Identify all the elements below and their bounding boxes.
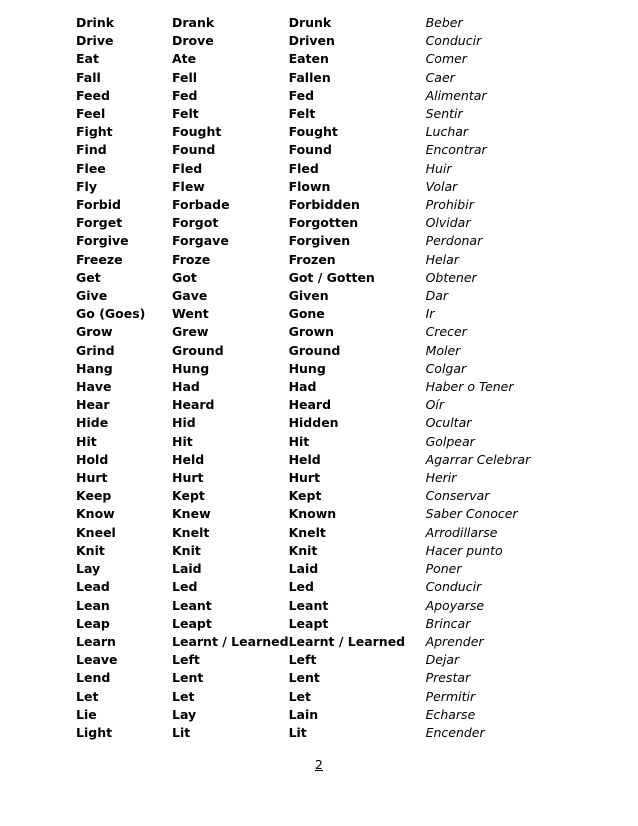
verb-spanish-translation: Oír xyxy=(425,397,445,413)
verb-spanish-translation: Saber Conocer xyxy=(425,506,518,522)
verb-base-form: Leave xyxy=(76,652,118,668)
verb-base-form: Find xyxy=(76,142,107,158)
verb-base-form: Grow xyxy=(76,324,113,340)
verb-past-simple: Had xyxy=(172,379,200,395)
verb-base-form: Hide xyxy=(76,415,109,431)
verb-base-form: Knit xyxy=(76,542,105,558)
verb-row xyxy=(76,615,556,633)
verb-spanish-translation: Hacer punto xyxy=(425,542,503,558)
verb-past-simple: Drank xyxy=(172,15,215,30)
page-number: 2 xyxy=(315,757,323,772)
verb-past-participle: Fought xyxy=(288,124,338,140)
verb-past-participle: Found xyxy=(288,142,332,158)
verb-past-participle: Fallen xyxy=(288,69,331,85)
verb-spanish-translation: Huir xyxy=(425,160,452,176)
verb-past-participle: Frozen xyxy=(288,251,336,267)
verb-spanish-translation: Luchar xyxy=(425,124,469,140)
verb-spanish-translation: Arrodillarse xyxy=(425,524,498,540)
verb-past-participle: Forbidden xyxy=(288,197,360,213)
verb-past-participle: Fed xyxy=(288,87,315,103)
verb-row xyxy=(76,651,556,669)
verb-past-participle: Hung xyxy=(288,360,326,376)
verb-base-form: Fly xyxy=(76,178,97,194)
verb-row xyxy=(76,524,556,542)
verb-base-form: Know xyxy=(76,506,115,522)
verb-past-simple: Knelt xyxy=(172,524,210,540)
verb-past-participle: Leapt xyxy=(288,615,329,631)
verb-base-form: Grind xyxy=(76,342,115,358)
verb-past-participle: Eaten xyxy=(288,51,329,67)
verb-row xyxy=(76,14,556,32)
verb-spanish-translation: Prohibir xyxy=(425,197,474,213)
verb-spanish-translation: Obtener xyxy=(425,269,477,285)
verb-spanish-translation: Encender xyxy=(425,724,485,740)
verb-base-form: Hold xyxy=(76,451,109,467)
verb-row xyxy=(76,251,556,269)
verb-spanish-translation: Permitir xyxy=(425,688,476,704)
verb-past-participle: Forgotten xyxy=(288,215,359,231)
verb-base-form: Go (Goes) xyxy=(76,306,146,322)
verb-past-participle: Hit xyxy=(288,433,310,449)
verb-row xyxy=(76,669,556,687)
verb-row xyxy=(76,396,556,414)
verb-spanish-translation: Encontrar xyxy=(425,142,487,158)
verb-past-simple: Flew xyxy=(172,178,205,194)
verb-past-participle: Forgiven xyxy=(288,233,351,249)
verb-past-simple: Hid xyxy=(172,415,196,431)
verb-row xyxy=(76,487,556,505)
verb-base-form: Lean xyxy=(76,597,110,613)
verb-past-simple: Laid xyxy=(172,561,202,577)
verb-past-simple: Forgave xyxy=(172,233,229,249)
verb-row xyxy=(76,505,556,523)
verb-spanish-translation: Poner xyxy=(425,561,462,577)
verb-past-simple: Went xyxy=(172,306,209,322)
verb-past-participle: Laid xyxy=(288,561,319,577)
verb-spanish-translation: Conducir xyxy=(425,579,482,595)
verb-spanish-translation: Volar xyxy=(425,178,458,194)
verb-base-form: Lie xyxy=(76,706,97,722)
verb-row xyxy=(76,469,556,487)
verb-past-simple: Grew xyxy=(172,324,209,340)
verb-past-simple: Leant xyxy=(172,597,212,613)
verb-row xyxy=(76,105,556,123)
verb-rows xyxy=(76,14,556,742)
verb-past-simple: Fell xyxy=(172,69,198,85)
verb-past-simple: Forbade xyxy=(172,197,230,213)
verb-past-participle: Given xyxy=(288,288,329,304)
verb-row xyxy=(76,578,556,596)
verb-past-participle: Heard xyxy=(288,397,332,413)
verb-past-simple: Hurt xyxy=(172,470,204,486)
verb-row xyxy=(76,305,556,323)
verb-spanish-translation: Moler xyxy=(425,342,461,358)
verb-spanish-translation: Perdonar xyxy=(425,233,483,249)
verb-spanish-translation: Caer xyxy=(425,69,455,85)
verb-past-participle: Drunk xyxy=(288,15,332,30)
verb-past-participle: Led xyxy=(288,579,314,595)
verb-base-form: Get xyxy=(76,269,101,285)
verb-row xyxy=(76,342,556,360)
verb-base-form: Give xyxy=(76,288,108,304)
verb-base-form: Hit xyxy=(76,433,97,449)
verb-row xyxy=(76,214,556,232)
verb-spanish-translation: Ocultar xyxy=(425,415,472,431)
verb-row xyxy=(76,269,556,287)
verb-row xyxy=(76,597,556,615)
verb-base-form: Eat xyxy=(76,51,99,67)
verb-spanish-translation: Dar xyxy=(425,288,448,304)
verb-row xyxy=(76,232,556,250)
verb-past-participle: Felt xyxy=(288,106,316,122)
verb-past-simple: Fed xyxy=(172,87,198,103)
verb-base-form: Lay xyxy=(76,561,101,577)
verb-row xyxy=(76,433,556,451)
verb-base-form: Forgive xyxy=(76,233,129,249)
verb-base-form: Freeze xyxy=(76,251,123,267)
verb-spanish-translation: Agarrar Celebrar xyxy=(425,451,531,467)
verb-row xyxy=(76,323,556,341)
verb-past-simple: Hit xyxy=(172,433,193,449)
verb-row xyxy=(76,542,556,560)
verb-base-form: Flee xyxy=(76,160,106,176)
verb-spanish-translation: Echarse xyxy=(425,706,476,722)
verb-spanish-translation: Comer xyxy=(425,51,467,67)
verb-base-form: Hear xyxy=(76,397,110,413)
verb-spanish-translation: Conservar xyxy=(425,488,490,504)
verb-spanish-translation: Olvidar xyxy=(425,215,471,231)
verb-past-simple: Kept xyxy=(172,488,205,504)
verb-past-participle: Flown xyxy=(288,178,331,194)
verb-past-simple: Hung xyxy=(172,360,210,376)
verb-row xyxy=(76,287,556,305)
verb-past-participle: Lain xyxy=(288,706,319,722)
verb-past-simple: Knit xyxy=(172,542,201,558)
verb-past-participle: Held xyxy=(288,451,321,467)
verb-past-simple: Felt xyxy=(172,106,199,122)
verb-spanish-translation: Colgar xyxy=(425,360,467,376)
verb-base-form: Feel xyxy=(76,106,106,122)
verb-past-simple: Let xyxy=(172,688,195,704)
verb-row xyxy=(76,160,556,178)
verb-past-participle: Known xyxy=(288,506,337,522)
verb-past-simple: Held xyxy=(172,451,205,467)
verb-row xyxy=(76,123,556,141)
verb-past-participle: Learnt / Learned xyxy=(288,633,406,649)
verb-base-form: Let xyxy=(76,688,99,704)
verb-past-participle: Left xyxy=(288,652,317,668)
verb-past-participle: Kept xyxy=(288,488,322,504)
verb-spanish-translation: Helar xyxy=(425,251,459,267)
verb-past-simple: Lay xyxy=(172,706,197,722)
verb-base-form: Forbid xyxy=(76,197,121,213)
verb-base-form: Have xyxy=(76,379,112,395)
verb-past-participle: Hurt xyxy=(288,470,321,486)
verb-base-form: Leap xyxy=(76,615,110,631)
verb-row xyxy=(76,178,556,196)
verb-row xyxy=(76,633,556,651)
verb-past-participle: Let xyxy=(288,688,311,704)
verb-base-form: Fight xyxy=(76,124,113,140)
verb-past-simple: Fled xyxy=(172,160,203,176)
verb-base-form: Lend xyxy=(76,670,111,686)
verb-base-form: Lead xyxy=(76,579,110,595)
verb-past-simple: Drove xyxy=(172,33,214,49)
verb-past-participle: Gone xyxy=(288,306,325,322)
verb-past-simple: Froze xyxy=(172,251,211,267)
verb-spanish-translation: Dejar xyxy=(425,652,460,668)
verb-past-simple: Heard xyxy=(172,397,215,413)
verb-past-simple: Lit xyxy=(172,724,191,740)
verb-base-form: Hang xyxy=(76,360,113,376)
verb-row xyxy=(76,360,556,378)
verb-row xyxy=(76,196,556,214)
verb-base-form: Forget xyxy=(76,215,123,231)
verb-past-simple: Learnt / Learned xyxy=(172,633,289,649)
verb-past-simple: Lent xyxy=(172,670,204,686)
verb-row xyxy=(76,414,556,432)
verb-past-participle: Knit xyxy=(288,542,318,558)
verb-row xyxy=(76,706,556,724)
verb-past-simple: Knew xyxy=(172,506,211,522)
verb-row xyxy=(76,69,556,87)
verb-past-participle: Lent xyxy=(288,670,320,686)
verb-spanish-translation: Conducir xyxy=(425,33,482,49)
verb-spanish-translation: Alimentar xyxy=(425,87,487,103)
verb-past-participle: Grown xyxy=(288,324,335,340)
verb-past-participle: Knelt xyxy=(288,524,326,540)
verb-past-participle: Hidden xyxy=(288,415,339,431)
verb-base-form: Feed xyxy=(76,87,110,103)
verb-base-form: Fall xyxy=(76,69,101,85)
verb-base-form: Keep xyxy=(76,488,112,504)
verb-past-participle: Ground xyxy=(288,342,341,358)
verb-spanish-translation: Ir xyxy=(425,306,435,322)
verb-past-simple: Got xyxy=(172,269,197,285)
verb-spanish-translation: Apoyarse xyxy=(425,597,485,613)
verb-past-simple: Gave xyxy=(172,288,208,304)
irregular-verbs-table xyxy=(76,14,556,742)
verb-past-participle: Leant xyxy=(288,597,329,613)
verb-base-form: Light xyxy=(76,724,113,740)
verb-spanish-translation: Brincar xyxy=(425,615,471,631)
verb-spanish-translation: Crecer xyxy=(425,324,467,340)
verb-base-form: Learn xyxy=(76,633,116,649)
verb-spanish-translation: Aprender xyxy=(425,633,484,649)
verb-spanish-translation: Haber o Tener xyxy=(425,379,514,395)
verb-row xyxy=(76,688,556,706)
verb-spanish-translation: Golpear xyxy=(425,433,475,449)
verb-past-simple: Led xyxy=(172,579,198,595)
verb-spanish-translation: Sentir xyxy=(425,106,463,122)
verb-spanish-translation: Prestar xyxy=(425,670,471,686)
verb-past-simple: Ground xyxy=(172,342,224,358)
verb-past-participle: Driven xyxy=(288,33,335,49)
verb-past-participle: Had xyxy=(288,379,317,395)
verb-row xyxy=(76,87,556,105)
verb-past-simple: Ate xyxy=(172,51,197,67)
verb-row xyxy=(76,378,556,396)
verb-row xyxy=(76,32,556,50)
verb-base-form: Kneel xyxy=(76,524,116,540)
verb-past-participle: Got / Gotten xyxy=(288,269,375,285)
verb-past-simple: Left xyxy=(172,652,200,668)
verb-spanish-translation: Herir xyxy=(425,470,457,486)
verb-spanish-translation: Beber xyxy=(425,15,463,30)
verb-past-simple: Leapt xyxy=(172,615,212,631)
verb-past-participle: Fled xyxy=(288,160,319,176)
verb-row xyxy=(76,451,556,469)
verb-past-participle: Lit xyxy=(288,724,307,740)
verb-row xyxy=(76,560,556,578)
verb-past-simple: Found xyxy=(172,142,216,158)
verb-past-simple: Forgot xyxy=(172,215,219,231)
verb-base-form: Hurt xyxy=(76,470,108,486)
verb-past-simple: Fought xyxy=(172,124,222,140)
verb-base-form: Drive xyxy=(76,33,114,49)
verb-base-form: Drink xyxy=(76,15,115,30)
verb-row xyxy=(76,50,556,68)
verb-row xyxy=(76,724,556,742)
verb-row xyxy=(76,141,556,159)
